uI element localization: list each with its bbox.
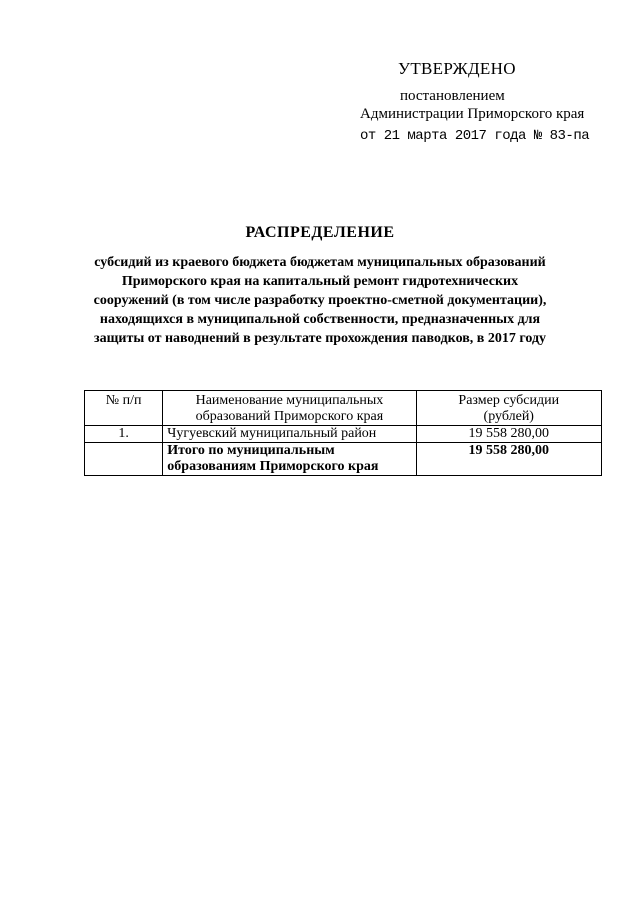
header-municipality [163, 391, 416, 426]
approved-heading: УТВЕРЖДЕНО [398, 59, 516, 78]
distribution-table [84, 390, 602, 476]
row-subsidy-amount: 19 558 280,00 [416, 426, 601, 443]
document-title: РАСПРЕДЕЛЕНИЕ [245, 224, 395, 241]
row-number: 1. [85, 426, 163, 443]
subtitle-line: Приморского края на капитальный ремонт гидротехнических [121, 274, 519, 289]
approved-by-administration: Администрации Приморского края [360, 106, 585, 122]
approved-by-resolution: постановлением [400, 88, 505, 104]
subtitle-line: находящихся в муниципальной собственности, предназначенных для [99, 312, 541, 327]
subtitle-line: защиты от наводнений в результате прохождения паводков, в 2017 году [93, 331, 547, 346]
table-header-row [85, 391, 602, 426]
table-total-row [85, 443, 602, 476]
total-label-line2: образованиям Приморского края [167, 459, 379, 474]
total-label [163, 443, 416, 476]
header-subsidy-line1: Размер субсидии [458, 393, 560, 408]
header-subsidy-amount [416, 391, 601, 426]
resolution-date-number: от 21 марта 2017 года № 83-па [360, 128, 590, 144]
total-label-line1: Итого по муниципальным [167, 443, 335, 458]
header-municipality-line1: Наименование муниципальных [195, 393, 384, 408]
total-number-cell [85, 443, 163, 476]
subtitle-line: сооружений (в том числе разработку проектно-сметной документации), [93, 293, 547, 308]
header-number: № п/п [85, 391, 163, 426]
subtitle-line: субсидий из краевого бюджета бюджетам муниципальных образований [94, 255, 546, 270]
document-subtitle [40, 253, 600, 348]
table-row [85, 426, 602, 443]
header-municipality-line2: образований Приморского края [195, 409, 384, 424]
row-municipality: Чугуевский муниципальный район [163, 426, 416, 443]
total-subsidy-amount: 19 558 280,00 [416, 443, 601, 476]
header-subsidy-line2: (рублей) [483, 409, 534, 424]
